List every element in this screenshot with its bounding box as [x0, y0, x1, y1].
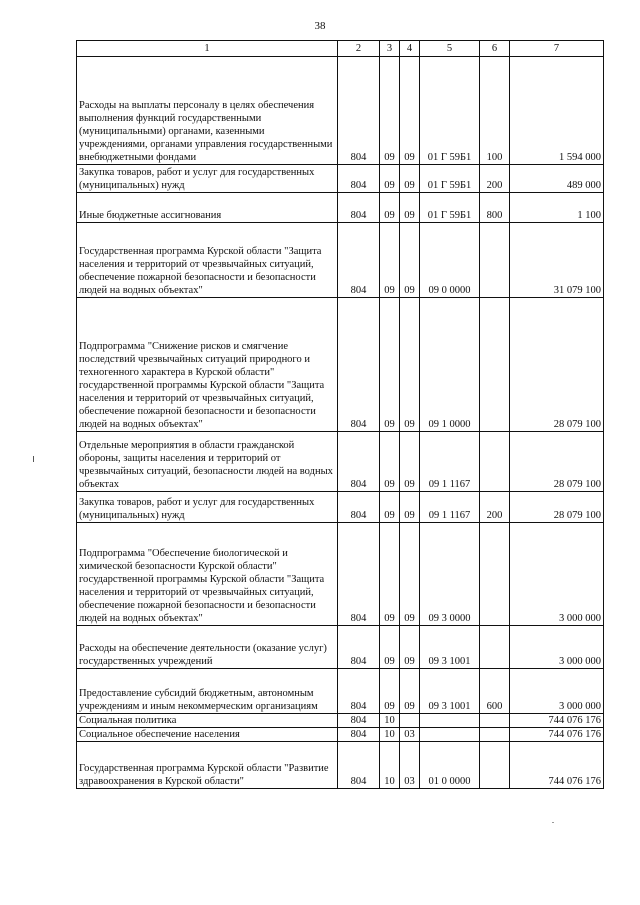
code-subsection: 03	[400, 728, 420, 742]
code-ministry: 804	[338, 626, 380, 669]
amount: 28 079 100	[510, 492, 604, 523]
code-section: 09	[380, 193, 400, 223]
row-name: Предоставление субсидий бюджетным, автономным учреждениям и иным некоммерческим организациям	[77, 669, 338, 714]
row-name: Государственная программа Курской области "Развитие здравоохранения в Курской области"	[77, 742, 338, 789]
code-subsection: 09	[400, 57, 420, 165]
code-target: 01 Г 59Б1	[420, 193, 480, 223]
scan-dot	[552, 822, 554, 823]
code-expense-type	[480, 742, 510, 789]
amount: 744 076 176	[510, 742, 604, 789]
table-row	[77, 523, 604, 626]
code-section: 09	[380, 298, 400, 432]
code-section: 09	[380, 165, 400, 193]
code-subsection: 09	[400, 626, 420, 669]
table-row	[77, 714, 604, 728]
row-name: Закупка товаров, работ и услуг для государственных (муниципальных) нужд	[77, 165, 338, 193]
code-ministry: 804	[338, 57, 380, 165]
table-row	[77, 193, 604, 223]
code-subsection: 09	[400, 193, 420, 223]
row-name: Подпрограмма "Снижение рисков и смягчение последствий чрезвычайных ситуаций природного и техногенного характера в Курской области" государственной программы Курской области "Защита населения и территорий от чрезвычайных ситуаций, обеспечение пожарной безопасности и безопасности людей на водных объектах"	[77, 298, 338, 432]
row-name: Расходы на обеспечение деятельности (оказание услуг) государственных учреждений	[77, 626, 338, 669]
column-header: 7	[510, 41, 604, 57]
code-target: 01 Г 59Б1	[420, 57, 480, 165]
code-section: 09	[380, 669, 400, 714]
code-ministry: 804	[338, 432, 380, 492]
code-expense-type	[480, 432, 510, 492]
code-target: 09 3 1001	[420, 669, 480, 714]
amount: 31 079 100	[510, 223, 604, 298]
amount: 489 000	[510, 165, 604, 193]
code-expense-type: 100	[480, 57, 510, 165]
table-row	[77, 728, 604, 742]
code-section: 10	[380, 714, 400, 728]
code-target: 09 0 0000	[420, 223, 480, 298]
code-section: 09	[380, 223, 400, 298]
table-row	[77, 742, 604, 789]
code-ministry: 804	[338, 728, 380, 742]
code-ministry: 804	[338, 523, 380, 626]
code-target: 09 1 1167	[420, 432, 480, 492]
column-header: 1	[77, 41, 338, 57]
code-subsection: 09	[400, 223, 420, 298]
column-header: 3	[380, 41, 400, 57]
code-target: 01 Г 59Б1	[420, 165, 480, 193]
code-section: 09	[380, 626, 400, 669]
code-subsection: 09	[400, 432, 420, 492]
row-name: Иные бюджетные ассигнования	[77, 193, 338, 223]
page-number: 38	[314, 20, 326, 32]
amount: 1 594 000	[510, 57, 604, 165]
code-expense-type: 600	[480, 669, 510, 714]
budget-table	[76, 40, 604, 789]
column-header: 6	[480, 41, 510, 57]
code-expense-type	[480, 298, 510, 432]
table-row	[77, 626, 604, 669]
amount: 28 079 100	[510, 432, 604, 492]
code-target: 09 1 0000	[420, 298, 480, 432]
row-name: Государственная программа Курской области "Защита населения и территорий от чрезвычайных ситуаций, обеспечение пожарной безопасности и безопасности людей на водных объектах"	[77, 223, 338, 298]
code-target	[420, 714, 480, 728]
code-ministry: 804	[338, 223, 380, 298]
table-row	[77, 432, 604, 492]
code-expense-type	[480, 523, 510, 626]
code-expense-type	[480, 626, 510, 669]
table-row	[77, 669, 604, 714]
row-name: Социальное обеспечение населения	[77, 728, 338, 742]
code-section: 09	[380, 523, 400, 626]
scan-mark	[33, 456, 34, 462]
code-ministry: 804	[338, 298, 380, 432]
row-name: Подпрограмма "Обеспечение биологической и химической безопасности Курской области" государственной программы Курской области "Защита населения и территорий от чрезвычайных ситуаций, обеспечение пожарной безопасности и безопасности людей на водных объектах"	[77, 523, 338, 626]
code-target: 09 1 1167	[420, 492, 480, 523]
code-subsection: 09	[400, 298, 420, 432]
code-ministry: 804	[338, 165, 380, 193]
code-expense-type	[480, 223, 510, 298]
code-ministry: 804	[338, 669, 380, 714]
code-expense-type: 200	[480, 492, 510, 523]
code-section: 09	[380, 432, 400, 492]
row-name: Социальная политика	[77, 714, 338, 728]
code-subsection	[400, 714, 420, 728]
code-ministry: 804	[338, 742, 380, 789]
table-row	[77, 223, 604, 298]
code-ministry: 804	[338, 714, 380, 728]
code-target: 09 3 1001	[420, 626, 480, 669]
code-section: 10	[380, 742, 400, 789]
code-expense-type: 800	[480, 193, 510, 223]
amount: 28 079 100	[510, 298, 604, 432]
code-section: 10	[380, 728, 400, 742]
column-header: 2	[338, 41, 380, 57]
column-header: 5	[420, 41, 480, 57]
code-ministry: 804	[338, 492, 380, 523]
amount: 744 076 176	[510, 728, 604, 742]
code-ministry: 804	[338, 193, 380, 223]
code-target	[420, 728, 480, 742]
table-header-row	[77, 41, 604, 57]
amount: 3 000 000	[510, 669, 604, 714]
code-expense-type: 200	[480, 165, 510, 193]
column-header: 4	[400, 41, 420, 57]
code-subsection: 03	[400, 742, 420, 789]
amount: 3 000 000	[510, 626, 604, 669]
table-row	[77, 165, 604, 193]
table-row	[77, 57, 604, 165]
code-section: 09	[380, 57, 400, 165]
table-row	[77, 298, 604, 432]
amount: 1 100	[510, 193, 604, 223]
row-name: Закупка товаров, работ и услуг для государственных (муниципальных) нужд	[77, 492, 338, 523]
code-target: 01 0 0000	[420, 742, 480, 789]
code-subsection: 09	[400, 492, 420, 523]
amount: 3 000 000	[510, 523, 604, 626]
row-name: Отдельные мероприятия в области гражданской обороны, защиты населения и территорий от чрезвычайных ситуаций, безопасности людей на водных объектах	[77, 432, 338, 492]
code-target: 09 3 0000	[420, 523, 480, 626]
code-expense-type	[480, 714, 510, 728]
code-section: 09	[380, 492, 400, 523]
amount: 744 076 176	[510, 714, 604, 728]
code-subsection: 09	[400, 669, 420, 714]
row-name: Расходы на выплаты персоналу в целях обеспечения выполнения функций государственными (муниципальными) органами, казенными учреждениями, органами управления государственными внебюджетными фондами	[77, 57, 338, 165]
code-subsection: 09	[400, 523, 420, 626]
table-row	[77, 492, 604, 523]
code-subsection: 09	[400, 165, 420, 193]
code-expense-type	[480, 728, 510, 742]
